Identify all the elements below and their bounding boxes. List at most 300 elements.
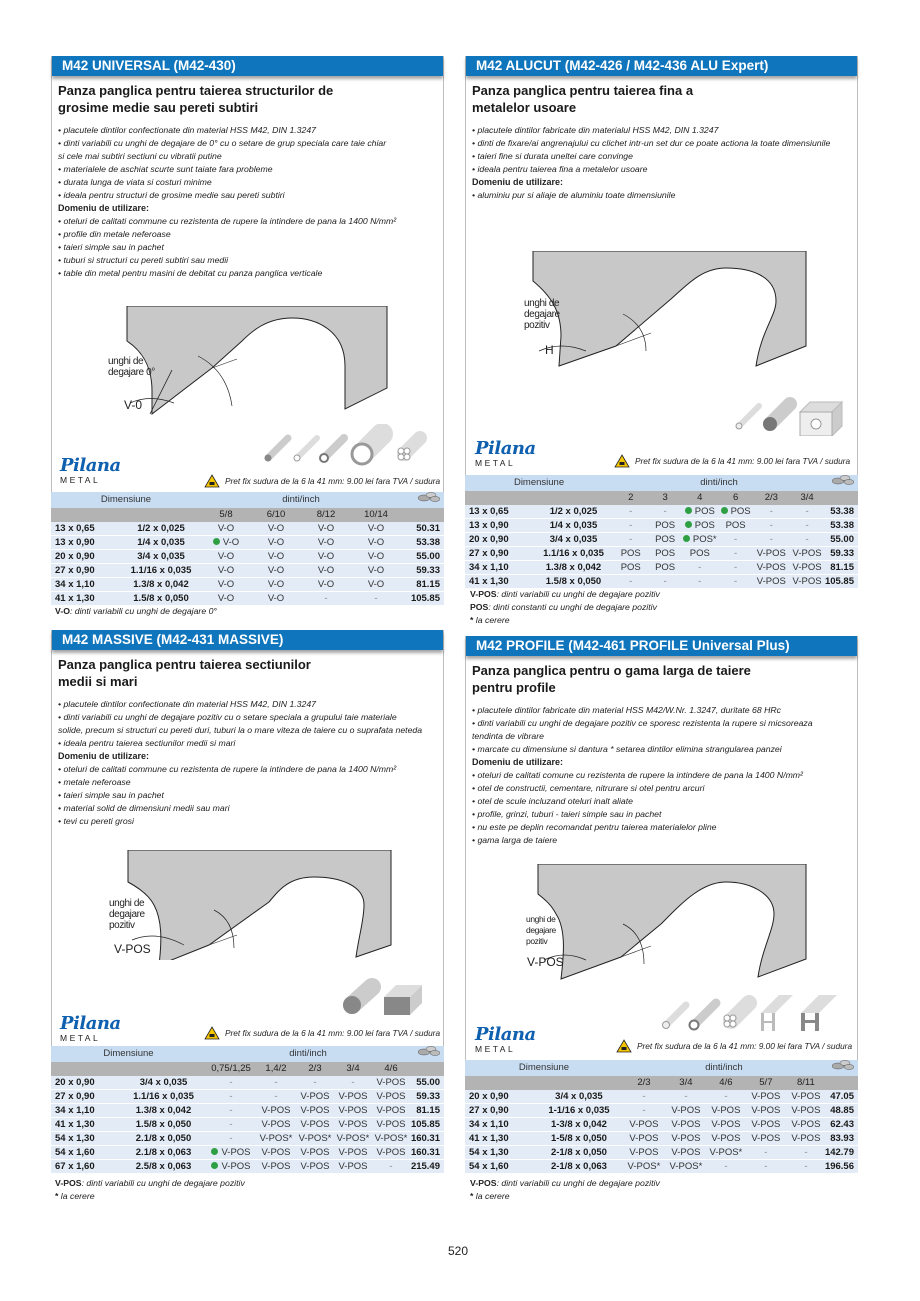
card-title: Panza panglica pentru o gama larga de taiere pentru profile bbox=[472, 663, 751, 695]
teeth-cell: V-POS bbox=[372, 1104, 410, 1118]
teeth-cell: V-O bbox=[351, 550, 401, 564]
coins-icon bbox=[825, 1060, 858, 1076]
tooth-profile-icon bbox=[526, 864, 811, 984]
teeth-header: dinti/inch bbox=[623, 1060, 825, 1076]
teeth-cell: V-POS* bbox=[334, 1132, 372, 1146]
teeth-cell: V-O bbox=[251, 564, 301, 578]
size-mm: 34 x 1,10 bbox=[465, 561, 534, 575]
teeth-cell: - bbox=[334, 1076, 372, 1090]
size-inch: 1.3/8 x 0,042 bbox=[121, 578, 201, 592]
teeth-cell: V-POS bbox=[707, 1104, 745, 1118]
table-row bbox=[465, 1132, 858, 1146]
price: 196.56 bbox=[825, 1160, 858, 1174]
thick-tube-icon bbox=[320, 438, 344, 462]
teeth-cell: V-POS bbox=[787, 1104, 825, 1118]
price: 53.38 bbox=[825, 519, 858, 533]
price: 53.38 bbox=[401, 536, 444, 550]
teeth-cell: V-O bbox=[201, 536, 251, 550]
table-row bbox=[465, 533, 858, 547]
thin-tube-icon bbox=[294, 438, 317, 461]
teeth-cell: V-POS bbox=[623, 1118, 665, 1132]
teeth-cell: V-POS bbox=[745, 1104, 787, 1118]
usage-title: Domeniu de utilizare: bbox=[472, 757, 564, 767]
size-inch: 1-3/8 x 0,042 bbox=[535, 1118, 623, 1132]
coins-icon bbox=[825, 475, 858, 491]
coins-icon bbox=[401, 492, 444, 508]
teeth-cell: V-POS bbox=[787, 1118, 825, 1132]
card-title: Panza panglica pentru taierea fina a metalelor usoare bbox=[472, 83, 694, 115]
teeth-cell: POS bbox=[718, 505, 754, 519]
card-header: M42 UNIVERSAL (M42-430) bbox=[52, 56, 443, 76]
tooth-profile-icon bbox=[521, 251, 811, 371]
teeth-cell: V-O bbox=[301, 536, 351, 550]
teeth-cell: V-O bbox=[201, 550, 251, 564]
size-inch: 1.1/16 x 0,035 bbox=[534, 547, 613, 561]
table-row bbox=[465, 505, 858, 519]
teeth-cell: V-POS bbox=[745, 1132, 787, 1146]
teeth-header: dinti/inch bbox=[206, 1046, 410, 1062]
size-mm: 41 x 1,30 bbox=[51, 1118, 121, 1132]
teeth-cell: V-POS bbox=[334, 1104, 372, 1118]
size-mm: 13 x 0,65 bbox=[51, 522, 121, 536]
size-inch: 1/2 x 0,025 bbox=[121, 522, 201, 536]
teeth-cell: - bbox=[351, 592, 401, 606]
teeth-cell: - bbox=[613, 533, 648, 547]
price: 81.15 bbox=[410, 1104, 444, 1118]
teeth-cell: V-POS bbox=[787, 1090, 825, 1104]
universal-rows bbox=[51, 522, 444, 606]
legend-massive: V-POS: dinti variabili cu unghi de degajare pozitiv * la cerere bbox=[55, 1178, 245, 1201]
size-mm: 41 x 1,30 bbox=[465, 1132, 535, 1146]
solid-round-bar-icon bbox=[763, 404, 790, 431]
price: 105.85 bbox=[401, 592, 444, 606]
legend-alucut: V-POS: dinti variabili cu unghi de degajare pozitiv POS: dinti constanti cu unghi de degajare pozitiv * la cerere bbox=[470, 589, 660, 625]
teeth-cell: - bbox=[301, 592, 351, 606]
teeth-cell: - bbox=[707, 1090, 745, 1104]
thick-tube-icon bbox=[690, 1003, 717, 1030]
teeth-cell: - bbox=[623, 1104, 665, 1118]
teeth-cell: - bbox=[623, 1090, 665, 1104]
teeth-cell: - bbox=[753, 533, 789, 547]
tooth-code: H bbox=[545, 343, 554, 357]
teeth-cell: - bbox=[787, 1160, 825, 1174]
size-mm: 54 x 1,60 bbox=[51, 1146, 121, 1160]
teeth-cell: - bbox=[613, 519, 648, 533]
thin-tube-icon bbox=[663, 1005, 687, 1029]
teeth-cell: V-POS bbox=[665, 1146, 707, 1160]
price: 105.85 bbox=[410, 1118, 444, 1132]
feature-list: • placutele dintilor confectionate din material HSS M42, DIN 1.3247 • dinti variabili cu unghi de degajare pozitiv cu o setare speciala a grupului taie materiale solide, precum si structuri cu pereti duri, tuburi la o mare viteza de taiere cu o suprafata neteda • ideala pentru taierea sectiunilor medii si mari Domeniu de utilizare: • oteluri de calitati commune cu rezistenta de rupere la intindere de pana la 1400 N/mm² • metale neferoase • taieri simple sau in pachet • material solid de dimensiuni medii sau mari • tevi cu pereti grosi bbox=[58, 698, 437, 828]
size-inch: 1.3/8 x 0,042 bbox=[121, 1104, 206, 1118]
price: 48.85 bbox=[825, 1104, 858, 1118]
teeth-cell: V-POS bbox=[372, 1118, 410, 1132]
feature-list: • placutele dintilor fabricate din material HSS M42/W.Nr. 1.3247, duritate 68 HRc • dinti variabili cu unghi de degajare pozitiv ce sporesc rezistenta la rupere si micsoreaza tendinta de vibrare • marcate cu dimensiune si dantura * setarea dintilor elimina strangularea panzei Domeniu de utilizare: • oteluri de calitati comune cu rezistenta de rupere la intindere de pana la 1400 N/mm² • otel de constructii, cementare, nitrurare si otel pentru arcuri • otel de scule incluzand oteluri inalt aliate • profile, grinzi, tuburi - taieri simple sau in pachet • nu este pe deplin recomandat pentru taierea materialelor pline • gama larga de taiere bbox=[472, 704, 851, 847]
table-row bbox=[51, 536, 444, 550]
table-row bbox=[51, 578, 444, 592]
spec-table-alucut: Dimensiune dinti/inch 2 3 4 6 2/3 3/4 13 x 0,65 1/2 x 0,025 - - POS POS - - 53.38 13 x 0,90 1/4 x 0,035 - POS POS POS - - 53.38 20 x 0,90 3/4 x 0,035 - POS POS* - - - 55.00 27 x 0,90 1.1/16 x 0,035 POS POS POS - V-POS V-POS 59.33 34 x 1,10 1.3/8 x 0,042 POS POS - - V-POS V-POS 81.15 41 x 1,30 1.5/8 x 0,050 - - - - V-POS V-POS 105.85 bbox=[465, 475, 858, 589]
teeth-cell: V-O bbox=[351, 522, 401, 536]
teeth-cell: V-POS bbox=[296, 1146, 334, 1160]
weld-warning-icon bbox=[204, 474, 220, 488]
price: 142.79 bbox=[825, 1146, 858, 1160]
diagram-label: unghi de degajare pozitiv bbox=[109, 898, 145, 931]
price: 59.33 bbox=[410, 1090, 444, 1104]
card-title: Panza panglica pentru taierea structurilor de grosime medie sau pereti subtiri bbox=[58, 83, 334, 115]
price: 55.00 bbox=[825, 533, 858, 547]
recommended-dot-icon bbox=[685, 521, 692, 528]
teeth-cell: V-O bbox=[301, 578, 351, 592]
teeth-cell: V-POS bbox=[206, 1146, 256, 1160]
table-row bbox=[465, 519, 858, 533]
table-row bbox=[465, 1146, 858, 1160]
table-row bbox=[51, 1160, 444, 1174]
recommended-dot-icon bbox=[683, 535, 690, 542]
teeth-cell: V-POS bbox=[296, 1118, 334, 1132]
teeth-cell: V-POS bbox=[296, 1160, 334, 1174]
tooth-code: V-POS bbox=[114, 942, 151, 956]
blade-tooth-diagram bbox=[104, 850, 394, 960]
table-row bbox=[51, 1132, 444, 1146]
teeth-cell: - bbox=[745, 1160, 787, 1174]
teeth-cell: V-O bbox=[351, 564, 401, 578]
product-card-profile bbox=[465, 636, 858, 1060]
material-icons bbox=[342, 977, 427, 1022]
card-header: M42 ALUCUT (M42-426 / M42-436 ALU Expert) bbox=[466, 56, 857, 76]
usage-title: Domeniu de utilizare: bbox=[58, 203, 150, 213]
price: 160.31 bbox=[410, 1132, 444, 1146]
teeth-cell: V-POS bbox=[623, 1132, 665, 1146]
teeth-cell: V-POS bbox=[789, 547, 825, 561]
teeth-cell: - bbox=[648, 575, 681, 589]
usage-title: Domeniu de utilizare: bbox=[472, 177, 564, 187]
recommended-dot-icon bbox=[721, 507, 728, 514]
weld-price-note: Pret fix sudura de la 6 la 41 mm: 9.00 lei fara TVA / sudura bbox=[204, 1026, 440, 1040]
teeth-cell: V-POS bbox=[372, 1076, 410, 1090]
price: 50.31 bbox=[401, 522, 444, 536]
weld-price-note: Pret fix sudura de la 6 la 41 mm: 9.00 lei fara TVA / sudura bbox=[614, 454, 850, 468]
teeth-cell: V-O bbox=[251, 522, 301, 536]
teeth-cell: V-POS bbox=[753, 561, 789, 575]
price: 59.33 bbox=[825, 547, 858, 561]
size-mm: 27 x 0,90 bbox=[465, 1104, 535, 1118]
card-header: M42 MASSIVE (M42-431 MASSIVE) bbox=[52, 630, 443, 650]
size-mm: 20 x 0,90 bbox=[51, 550, 121, 564]
teeth-cell: - bbox=[718, 575, 754, 589]
teeth-cell: - bbox=[206, 1090, 256, 1104]
table-row bbox=[465, 561, 858, 575]
teeth-cell: POS bbox=[718, 519, 754, 533]
recommended-dot-icon bbox=[211, 1148, 218, 1155]
size-inch: 1.5/8 x 0,050 bbox=[534, 575, 613, 589]
price: 105.85 bbox=[825, 575, 858, 589]
teeth-cell: V-POS bbox=[745, 1118, 787, 1132]
dimension-header: Dimensiune bbox=[51, 1046, 206, 1062]
teeth-cell: V-POS* bbox=[372, 1132, 410, 1146]
weld-price-note: Pret fix sudura de la 6 la 41 mm: 9.00 lei fara TVA / sudura bbox=[204, 474, 440, 488]
size-inch: 1.3/8 x 0,042 bbox=[534, 561, 613, 575]
size-mm: 13 x 0,65 bbox=[465, 505, 534, 519]
teeth-cell: V-POS* bbox=[707, 1146, 745, 1160]
teeth-cell: V-O bbox=[201, 578, 251, 592]
table-row bbox=[51, 522, 444, 536]
teeth-cell: - bbox=[206, 1132, 256, 1146]
teeth-cell: V-POS bbox=[256, 1160, 296, 1174]
size-inch: 2.5/8 x 0,063 bbox=[121, 1160, 206, 1174]
h-beam-thick-icon bbox=[801, 995, 837, 1031]
teeth-header: dinti/inch bbox=[201, 492, 401, 508]
teeth-cell: POS* bbox=[682, 533, 718, 547]
size-inch: 1-5/8 x 0,050 bbox=[535, 1132, 623, 1146]
teeth-cell: V-POS bbox=[753, 575, 789, 589]
dimension-header: Dimensiune bbox=[465, 1060, 623, 1076]
size-mm: 34 x 1,10 bbox=[51, 578, 121, 592]
brand-logo: Pilana METAL bbox=[60, 1013, 121, 1043]
size-inch: 2-1/8 x 0,063 bbox=[535, 1160, 623, 1174]
teeth-cell: V-POS* bbox=[296, 1132, 334, 1146]
size-inch: 1.1/16 x 0,035 bbox=[121, 564, 201, 578]
price: 53.38 bbox=[825, 505, 858, 519]
teeth-header: dinti/inch bbox=[613, 475, 825, 491]
teeth-cell: V-O bbox=[251, 536, 301, 550]
size-mm: 54 x 1,60 bbox=[465, 1160, 535, 1174]
usage-title: Domeniu de utilizare: bbox=[58, 751, 150, 761]
thin-rod-icon bbox=[736, 406, 759, 429]
brand-logo: Pilana METAL bbox=[475, 438, 536, 468]
solid-round-bar-icon bbox=[343, 987, 372, 1014]
feature-list: • placutele dintilor confectionate din material HSS M42, DIN 1.3247 • dinti variabili cu unghi de degajare de 0° cu o setare de grup speciala care taie chiar si cele mai subtiri sectiuni cu vibratii putine • materialele de aschiat scurte sunt taiate fara probleme • durata lunga de viata si costuri minime • ideala pentru structuri de grosime medie sau pereti subtiri Domeniu de utilizare: • oteluri de calitati commune cu rezistenta de rupere la intindere de pana la 1400 N/mm² • profile din metale neferoase • taieri simple sau in pachet • tuburi si structuri cu pereti subtiri sau medii • table din metal pentru masini de debitat cu panza panglica verticale bbox=[58, 124, 437, 280]
dimension-header: Dimensiune bbox=[465, 475, 613, 491]
teeth-cell: V-POS bbox=[707, 1118, 745, 1132]
brand-logo: Pilana METAL bbox=[60, 455, 121, 485]
blade-tooth-diagram bbox=[521, 251, 811, 371]
teeth-cell: - bbox=[718, 561, 754, 575]
table-row bbox=[51, 1090, 444, 1104]
teeth-cell: POS bbox=[682, 505, 718, 519]
price: 215.49 bbox=[410, 1160, 444, 1174]
weld-warning-icon bbox=[204, 1026, 220, 1040]
size-mm: 41 x 1,30 bbox=[465, 575, 534, 589]
square-profile-icon bbox=[800, 402, 842, 436]
teeth-cell: V-POS bbox=[372, 1146, 410, 1160]
teeth-cell: V-O bbox=[251, 578, 301, 592]
teeth-cell: - bbox=[256, 1076, 296, 1090]
teeth-cell: - bbox=[707, 1160, 745, 1174]
teeth-cell: V-O bbox=[201, 592, 251, 606]
teeth-cell: - bbox=[682, 561, 718, 575]
teeth-cell: V-POS bbox=[753, 547, 789, 561]
teeth-cell: POS bbox=[648, 561, 681, 575]
recommended-dot-icon bbox=[685, 507, 692, 514]
teeth-cell: V-O bbox=[301, 564, 351, 578]
table-row bbox=[465, 547, 858, 561]
teeth-cell: V-O bbox=[251, 592, 301, 606]
teeth-cell: V-O bbox=[351, 578, 401, 592]
size-inch: 3/4 x 0,035 bbox=[535, 1090, 623, 1104]
teeth-cell: - bbox=[296, 1076, 334, 1090]
size-mm: 27 x 0,90 bbox=[51, 1090, 121, 1104]
teeth-cell: V-O bbox=[251, 550, 301, 564]
size-mm: 41 x 1,30 bbox=[51, 592, 121, 606]
teeth-cell: V-O bbox=[201, 522, 251, 536]
diagram-label: unghi de degajare 0° bbox=[108, 356, 155, 378]
size-mm: 13 x 0,90 bbox=[465, 519, 534, 533]
teeth-cell: - bbox=[753, 505, 789, 519]
bundled-tubes-icon bbox=[724, 1003, 749, 1027]
price: 81.15 bbox=[401, 578, 444, 592]
coins-icon bbox=[410, 1046, 444, 1062]
tooth-code: V-0 bbox=[124, 398, 143, 412]
teeth-cell: POS bbox=[682, 547, 718, 561]
size-inch: 2.1/8 x 0,050 bbox=[121, 1132, 206, 1146]
spec-table-profile: Dimensiune dinti/inch 2/3 3/4 4/6 5/7 8/11 20 x 0,90 3/4 x 0,035 - - - V-POS V-POS 47.05 27 x 0,90 1-1/16 x 0,035 - V-POS V-POS V-POS V-POS 48.85 34 x 1,10 1-3/8 x 0,042 V-POS V-POS V-POS V-POS V-POS 62.43 41 x 1,30 1-5/8 x 0,050 V-POS V-POS V-POS V-POS V-POS 83.93 54 x 1,30 2-1/8 x 0,050 V-POS V-POS V-POS* - - 142.79 54 x 1,60 2-1/8 x 0,063 V-POS* V-POS* - - - 196.56 bbox=[465, 1060, 858, 1174]
size-inch: 1/4 x 0,035 bbox=[121, 536, 201, 550]
legend-universal: V-O: dinti variabili cu unghi de degajare 0° bbox=[55, 606, 217, 616]
material-icons bbox=[262, 424, 432, 471]
teeth-cell: - bbox=[665, 1090, 707, 1104]
h-beam-icon bbox=[761, 995, 793, 1031]
teeth-cell: V-POS bbox=[665, 1118, 707, 1132]
size-mm: 34 x 1,10 bbox=[51, 1104, 121, 1118]
table-row bbox=[465, 1118, 858, 1132]
size-inch: 1.5/8 x 0,050 bbox=[121, 592, 201, 606]
blade-tooth-diagram bbox=[102, 306, 402, 421]
teeth-cell: - bbox=[206, 1118, 256, 1132]
teeth-cell: POS bbox=[613, 547, 648, 561]
teeth-cell: - bbox=[613, 505, 648, 519]
teeth-cell: - bbox=[206, 1104, 256, 1118]
teeth-cell: POS bbox=[648, 519, 681, 533]
price: 59.33 bbox=[401, 564, 444, 578]
weld-warning-icon bbox=[616, 1039, 632, 1053]
teeth-cell: - bbox=[789, 505, 825, 519]
price: 62.43 bbox=[825, 1118, 858, 1132]
diagram-label: unghi de degajare pozitiv bbox=[524, 298, 560, 331]
size-inch: 1.1/16 x 0,035 bbox=[121, 1090, 206, 1104]
teeth-cell: V-POS bbox=[745, 1090, 787, 1104]
table-row bbox=[465, 1104, 858, 1118]
size-inch: 2-1/8 x 0,050 bbox=[535, 1146, 623, 1160]
weld-price-note: Pret fix sudura de la 6 la 41 mm: 9.00 lei fara TVA / sudura bbox=[616, 1039, 852, 1053]
size-mm: 54 x 1,30 bbox=[465, 1146, 535, 1160]
size-mm: 54 x 1,30 bbox=[51, 1132, 121, 1146]
size-inch: 1/2 x 0,025 bbox=[534, 505, 613, 519]
table-row bbox=[51, 550, 444, 564]
teeth-cell: V-POS bbox=[256, 1146, 296, 1160]
teeth-cell: V-POS bbox=[372, 1090, 410, 1104]
material-icons bbox=[661, 991, 846, 1038]
teeth-cell: V-POS bbox=[789, 561, 825, 575]
card-title: Panza panglica pentru taierea sectiunilor medii si mari bbox=[58, 657, 311, 689]
teeth-cell: V-POS* bbox=[256, 1132, 296, 1146]
teeth-cell: POS bbox=[682, 519, 718, 533]
teeth-cell: POS bbox=[648, 547, 681, 561]
product-card-alucut bbox=[465, 56, 858, 476]
massive-rows bbox=[51, 1076, 444, 1174]
teeth-cell: V-POS* bbox=[623, 1160, 665, 1174]
teeth-cell: V-POS bbox=[789, 575, 825, 589]
price: 47.05 bbox=[825, 1090, 858, 1104]
size-mm: 67 x 1,60 bbox=[51, 1160, 121, 1174]
teeth-cell: - bbox=[745, 1146, 787, 1160]
teeth-cell: V-POS bbox=[623, 1146, 665, 1160]
teeth-cell: POS bbox=[648, 533, 681, 547]
table-row bbox=[51, 1146, 444, 1160]
teeth-cell: - bbox=[613, 575, 648, 589]
feature-list: • placutele dintilor fabricate din materialul HSS M42, DIN 1.3247 • dinti de fixare/ai angrenajului cu clichet intr-un set dur ce poate actiona la toate dimensiunile • taieri fine si durata uneltei care convinge • ideala pentru taierea fina a metalelor usoare Domeniu de utilizare: • aluminiu pur si aliaje de aluminiu toate dimensiunile bbox=[472, 124, 851, 202]
price: 55.00 bbox=[410, 1076, 444, 1090]
table-row bbox=[465, 1160, 858, 1174]
teeth-cell: V-O bbox=[351, 536, 401, 550]
bundled-tubes-icon bbox=[398, 438, 420, 460]
teeth-cell: V-POS bbox=[665, 1104, 707, 1118]
card-header: M42 PROFILE (M42-461 PROFILE Universal Plus) bbox=[466, 636, 857, 656]
size-inch: 1.5/8 x 0,050 bbox=[121, 1118, 206, 1132]
weld-warning-icon bbox=[614, 454, 630, 468]
size-inch: 1-1/16 x 0,035 bbox=[535, 1104, 623, 1118]
price: 81.15 bbox=[825, 561, 858, 575]
size-mm: 34 x 1,10 bbox=[465, 1118, 535, 1132]
table-row bbox=[51, 592, 444, 606]
size-mm: 27 x 0,90 bbox=[51, 564, 121, 578]
teeth-cell: V-POS bbox=[707, 1132, 745, 1146]
size-mm: 13 x 0,90 bbox=[51, 536, 121, 550]
teeth-cell: - bbox=[718, 533, 754, 547]
page-number: 520 bbox=[448, 1244, 469, 1258]
teeth-cell: - bbox=[789, 533, 825, 547]
dimension-header: Dimensiune bbox=[51, 492, 201, 508]
table-row bbox=[465, 575, 858, 589]
table-row bbox=[51, 564, 444, 578]
profile-rows bbox=[465, 1090, 858, 1174]
size-inch: 3/4 x 0,035 bbox=[121, 1076, 206, 1090]
size-mm: 20 x 0,90 bbox=[51, 1076, 121, 1090]
brand-logo: Pilana METAL bbox=[475, 1024, 536, 1054]
blade-tooth-diagram bbox=[526, 864, 811, 984]
price: 160.31 bbox=[410, 1146, 444, 1160]
size-inch: 1/4 x 0,035 bbox=[534, 519, 613, 533]
teeth-cell: - bbox=[682, 575, 718, 589]
product-card-universal bbox=[51, 56, 444, 492]
teeth-cell: V-POS bbox=[787, 1132, 825, 1146]
teeth-cell: V-POS bbox=[296, 1104, 334, 1118]
solid-square-bar-icon bbox=[384, 985, 422, 1015]
table-row bbox=[51, 1118, 444, 1132]
teeth-cell: V-POS bbox=[334, 1160, 372, 1174]
spec-table-massive: Dimensiune dinti/inch 0,75/1,25 1,4/2 2/3 3/4 4/6 20 x 0,90 3/4 x 0,035 - - - - V-POS 55.00 27 x 0,90 1.1/16 x 0,035 - - V-POS V-POS V-POS 59.33 34 x 1,10 1.3/8 x 0,042 - V-POS V-POS V-POS V-POS 81.15 41 x 1,30 1.5/8 x 0,050 - V-POS V-POS V-POS V-POS 105.85 54 x 1,30 2.1/8 x 0,050 - V-POS* V-POS* V-POS* V-POS* 160.31 54 x 1,60 2.1/8 x 0,063 V-POS V-POS V-POS V-POS V-POS 160.31 67 x 1,60 2.5/8 x 0,063 V-POS V-POS V-POS V-POS - 215.49 bbox=[51, 1046, 444, 1174]
table-row bbox=[465, 1090, 858, 1104]
price: 55.00 bbox=[401, 550, 444, 564]
material-icons bbox=[734, 394, 849, 441]
size-mm: 20 x 0,90 bbox=[465, 1090, 535, 1104]
recommended-dot-icon bbox=[213, 538, 220, 545]
size-inch: 3/4 x 0,035 bbox=[121, 550, 201, 564]
teeth-cell: - bbox=[753, 519, 789, 533]
solid-round-bar-icon bbox=[265, 438, 289, 462]
teeth-cell: V-POS bbox=[256, 1118, 296, 1132]
product-card-massive bbox=[51, 630, 444, 1046]
teeth-cell: - bbox=[648, 505, 681, 519]
teeth-cell: V-POS bbox=[256, 1104, 296, 1118]
teeth-cell: POS bbox=[613, 561, 648, 575]
size-inch: 2.1/8 x 0,063 bbox=[121, 1146, 206, 1160]
teeth-cell: - bbox=[789, 519, 825, 533]
diagram-label: unghi de degajare pozitiv bbox=[526, 914, 556, 946]
teeth-cell: V-POS* bbox=[665, 1160, 707, 1174]
size-mm: 27 x 0,90 bbox=[465, 547, 534, 561]
teeth-cell: V-POS bbox=[334, 1090, 372, 1104]
table-row bbox=[51, 1076, 444, 1090]
table-row bbox=[51, 1104, 444, 1118]
